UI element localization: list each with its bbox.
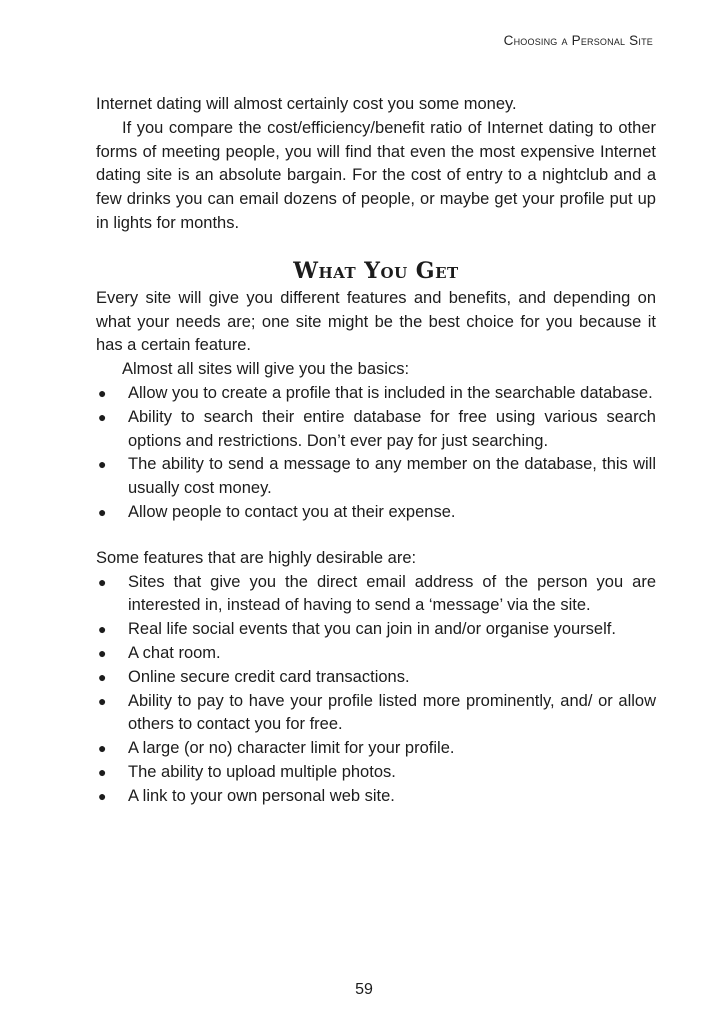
bullet-icon: ● <box>98 740 107 757</box>
list-item <box>96 737 656 761</box>
basics-list <box>96 382 656 525</box>
list-item <box>96 382 656 406</box>
list-item-text: The ability to upload multiple photos. <box>128 762 396 781</box>
list-item-text: Online secure credit card transactions. <box>128 667 410 686</box>
list-item-text: Allow you to create a profile that is included in the searchable database. <box>128 383 653 402</box>
basics-intro: Almost all sites will give you the basics: <box>122 360 410 379</box>
running-head: Choosing a Personal Site <box>503 33 653 48</box>
bullet-icon: ● <box>98 621 107 638</box>
list-item-text: A large (or no) character limit for your profile. <box>128 739 455 758</box>
list-item <box>96 690 656 738</box>
list-item-text: A link to your own personal web site. <box>128 786 395 805</box>
intro-line: Internet dating will almost certainly cost you some money. <box>96 95 517 113</box>
list-item <box>96 571 656 619</box>
list-item-text: A chat room. <box>128 643 221 662</box>
desirable-list <box>96 571 656 809</box>
list-item-text: Real life social events that you can join in and/or organise yourself. <box>128 620 616 639</box>
list-item <box>96 501 656 525</box>
page-body <box>96 93 656 809</box>
bullet-icon: ● <box>98 408 107 425</box>
list-item <box>96 642 656 666</box>
list-item-text: Ability to pay to have your profile listed more prominently, and/ or allow others to contact you for free. <box>128 691 656 734</box>
list-item <box>96 406 656 454</box>
bullet-icon: ● <box>98 503 107 520</box>
bullet-icon: ● <box>98 644 107 661</box>
bullet-icon: ● <box>98 384 107 401</box>
list-item <box>96 785 656 809</box>
intro-paragraph: If you compare the cost/efficiency/benefit ratio of Internet dating to other forms of meeting people, you will find that even the most expensive Internet dating site is an absolute bargain. For the cost of entry to a nightclub and a few drinks you can email dozens of people, or maybe get your profile put up in lights for months. <box>96 118 656 232</box>
spacer <box>96 525 656 547</box>
list-item-text: Allow people to contact you at their expense. <box>128 502 456 521</box>
bullet-icon: ● <box>98 456 107 473</box>
bullet-icon: ● <box>98 668 107 685</box>
list-item-text: The ability to send a message to any member on the database, this will usually cost money. <box>128 455 656 498</box>
bullet-icon: ● <box>98 692 107 709</box>
bullet-icon: ● <box>98 763 107 780</box>
section-paragraph: Every site will give you different features and benefits, and depending on what your needs are; one site might be the best choice for you because it has a certain feature. <box>96 288 656 355</box>
bullet-icon: ● <box>98 573 107 590</box>
desirable-intro: Some features that are highly desirable are: <box>96 548 417 567</box>
section-heading: What You Get <box>293 257 459 284</box>
list-item <box>96 666 656 690</box>
list-item <box>96 618 656 642</box>
list-item <box>96 453 656 501</box>
list-item-text: Sites that give you the direct email address of the person you are interested in, instead of having to send a ‘message’ via the site. <box>128 572 656 615</box>
list-item-text: Ability to search their entire database for free using various search options and restrictions. Don’t ever pay for just searching. <box>128 407 656 450</box>
list-item <box>96 761 656 785</box>
page-number: 59 <box>355 981 373 998</box>
bullet-icon: ● <box>98 787 107 804</box>
